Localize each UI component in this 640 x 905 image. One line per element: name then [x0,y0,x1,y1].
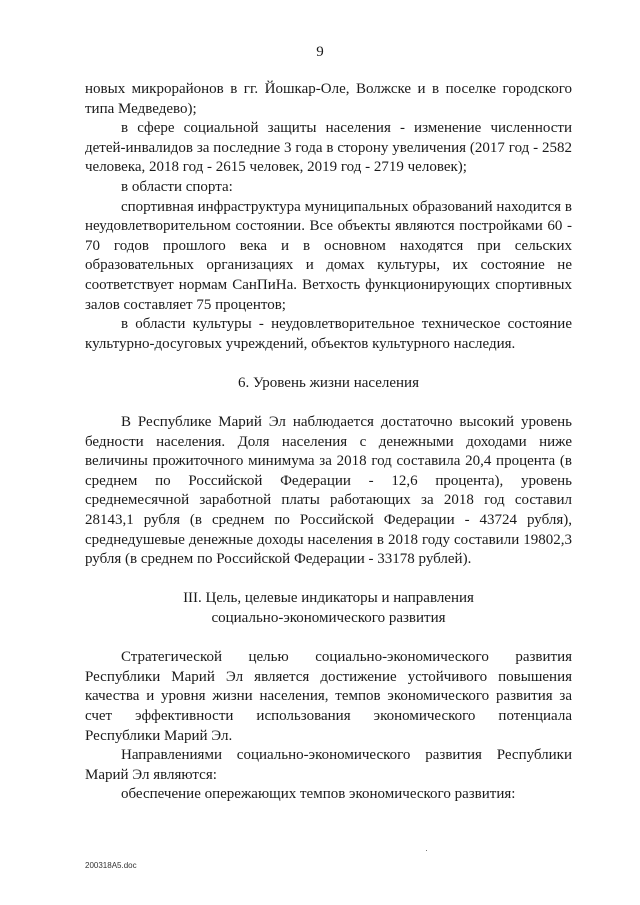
paragraph-sport-heading: в области спорта: [121,178,233,195]
paragraph-culture: в области культуры - неудовлетворительное техническое состояние культурно-досуговых учреждений, объектов культурного наследия. [85,316,572,352]
paragraph-directions: Направлениями социально-экономического развития Республики Марий Эл являются: [85,747,572,783]
section-heading-living-standard: 6. Уровень жизни населения [238,374,419,391]
section-heading-goals-line2: социально-экономического развития [211,610,446,627]
paragraph-poverty: В Республике Марий Эл наблюдается достаточно высокий уровень бедности населения. Доля населения с денежными доходами ниже величины прожиточного минимума за 2018 год составила 20,4 процента (в среднем по Российской Федерации - 12,6 процента), уровень среднемесячной заработной платы работающих за 2018 год составил 28143,1 рубля (в среднем по Российской Федерации - 43724 рубля), среднедушевые денежные доходы населения в 2018 году составили 19802,3 рубля (в среднем по Российской Федерации - 33178 рублей). [85,414,572,568]
scan-speck [426,850,427,851]
footer-filename: 200318A5.doc [85,861,137,870]
section-heading-goals-line1: III. Цель, целевые индикаторы и направления [183,590,474,607]
paragraph-sport-infrastructure: спортивная инфраструктура муниципальных образований находится в неудовлетворительном состоянии. Все объекты являются постройками 60 - 70 годов прошлого века и в основном находятся при сельских образовательных организациях и домах культуры, их состояние не соответствует нормам СанПиНа. Ветхость функционирующих спортивных залов составляет 75 процентов; [85,198,572,313]
paragraph-social-protection: в сфере социальной защиты населения - изменение численности детей-инвалидов за последние 3 года в сторону увеличения (2017 год - 2582 человека, 2018 год - 2615 человек, 2019 год - 2719 человек); [85,120,572,176]
document-body [85,80,572,805]
page-number: 9 [316,44,324,60]
paragraph-strategic-goal: Стратегической целью социально-экономического развития Республики Марий Эл является достижение устойчивого повышения качества и уровня жизни населения, темпов экономического развития за счет эффективности использования экономического потенциала Республики Марий Эл. [85,649,572,744]
paragraph-new-districts: новых микрорайонов в гг. Йошкар-Оле, Волжске и в поселке городского типа Медведево); [85,81,572,117]
paragraph-economic-growth: обеспечение опережающих темпов экономического развития: [121,786,516,803]
